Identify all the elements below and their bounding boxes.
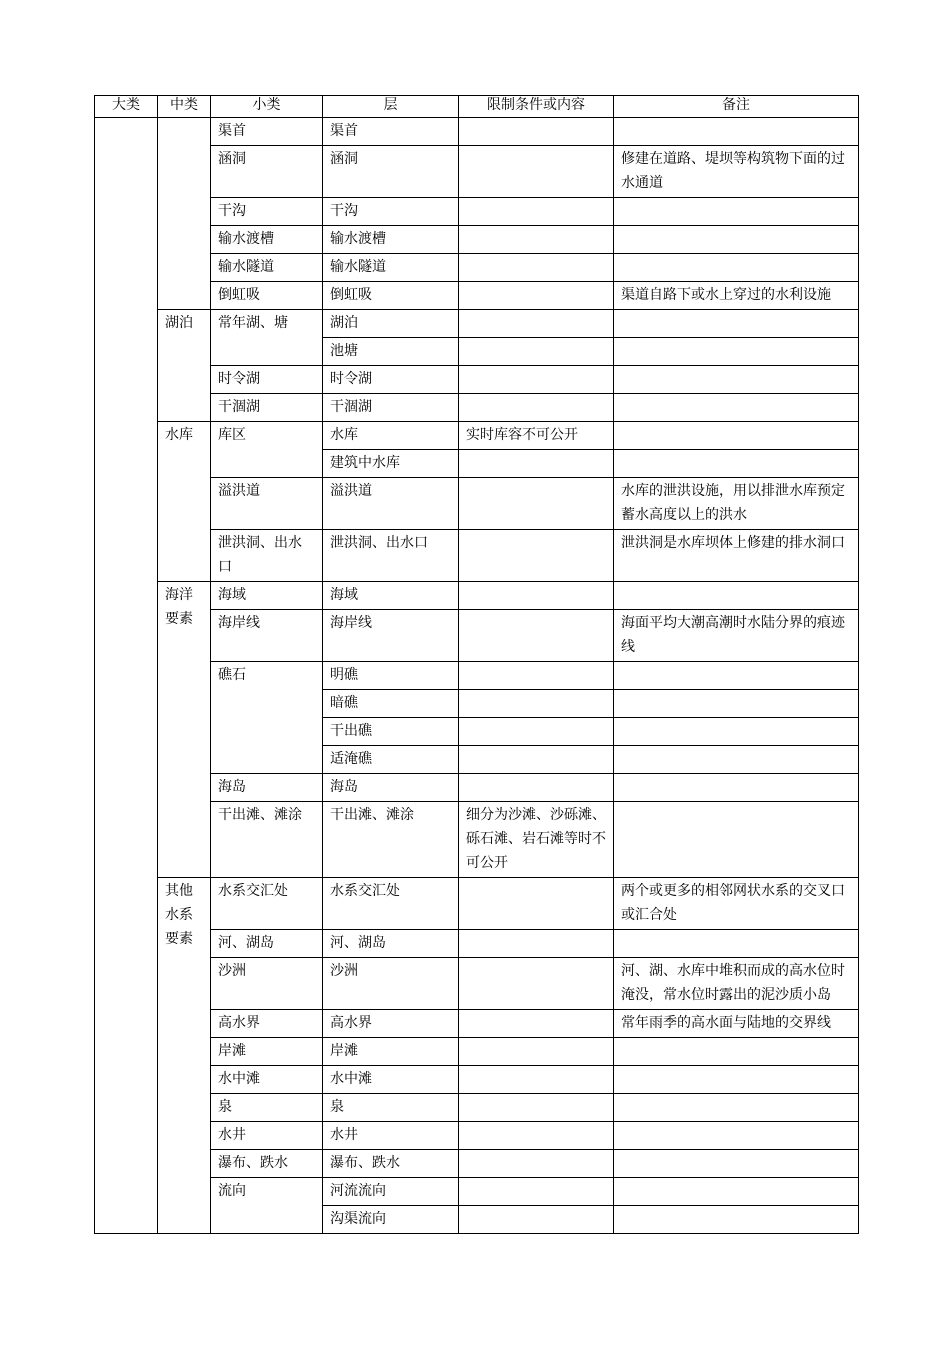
remarks-cell (614, 254, 859, 282)
restriction-cell (459, 746, 614, 774)
layer-cell: 明礁 (323, 662, 459, 690)
restriction-cell (459, 1206, 614, 1234)
remarks-cell (614, 774, 859, 802)
restriction-cell (459, 958, 614, 1010)
layer-cell: 高水界 (323, 1010, 459, 1038)
restriction-cell (459, 198, 614, 226)
layer-cell: 干出礁 (323, 718, 459, 746)
remarks-cell (614, 802, 859, 878)
restriction-cell (459, 582, 614, 610)
restriction-cell (459, 394, 614, 422)
restriction-cell (459, 930, 614, 958)
header-minor-class: 小类 (211, 96, 323, 118)
remarks-cell (614, 930, 859, 958)
minor-class-cell: 海岸线 (211, 610, 323, 662)
remarks-cell: 常年雨季的高水面与陆地的交界线 (614, 1010, 859, 1038)
remarks-cell (614, 1178, 859, 1206)
layer-cell: 输水渡槽 (323, 226, 459, 254)
table-row (95, 878, 859, 930)
minor-class-cell: 输水渡槽 (211, 226, 323, 254)
remarks-cell (614, 1206, 859, 1234)
minor-class-cell: 泉 (211, 1094, 323, 1122)
minor-class-cell: 水井 (211, 1122, 323, 1150)
minor-class-cell: 泄洪洞、出水口 (211, 530, 323, 582)
restriction-cell (459, 310, 614, 338)
remarks-cell (614, 662, 859, 690)
minor-class-cell: 涵洞 (211, 146, 323, 198)
layer-cell: 河、湖岛 (323, 930, 459, 958)
layer-cell: 水库 (323, 422, 459, 450)
remarks-cell (614, 226, 859, 254)
remarks-cell (614, 310, 859, 338)
minor-class-cell: 流向 (211, 1178, 323, 1234)
layer-cell: 时令湖 (323, 366, 459, 394)
remarks-cell: 河、湖、水库中堆积而成的高水位时淹没，常水位时露出的泥沙质小岛 (614, 958, 859, 1010)
layer-cell: 建筑中水库 (323, 450, 459, 478)
minor-class-cell: 输水隧道 (211, 254, 323, 282)
layer-cell: 湖泊 (323, 310, 459, 338)
table-row (95, 118, 859, 146)
minor-class-cell: 干沟 (211, 198, 323, 226)
remarks-cell (614, 1038, 859, 1066)
layer-cell: 沟渠流向 (323, 1206, 459, 1234)
restriction-cell (459, 1122, 614, 1150)
remarks-cell (614, 118, 859, 146)
restriction-cell (459, 1178, 614, 1206)
remarks-cell (614, 1150, 859, 1178)
layer-cell: 干出滩、滩涂 (323, 802, 459, 878)
restriction-cell (459, 610, 614, 662)
restriction-cell (459, 366, 614, 394)
table-row (95, 422, 859, 450)
water-features-table (94, 95, 859, 1234)
restriction-cell: 细分为沙滩、沙砾滩、砾石滩、岩石滩等时不可公开 (459, 802, 614, 878)
layer-cell: 暗礁 (323, 690, 459, 718)
minor-class-cell: 瀑布、跌水 (211, 1150, 323, 1178)
remarks-cell: 渠道自路下或水上穿过的水利设施 (614, 282, 859, 310)
layer-cell: 海岸线 (323, 610, 459, 662)
minor-class-cell: 水系交汇处 (211, 878, 323, 930)
layer-cell: 水井 (323, 1122, 459, 1150)
restriction-cell (459, 1094, 614, 1122)
major-class-cell (95, 118, 158, 1234)
middle-class-cell: 海洋要素 (158, 582, 211, 878)
minor-class-cell: 沙洲 (211, 958, 323, 1010)
minor-class-cell: 岸滩 (211, 1038, 323, 1066)
header-remarks: 备注 (614, 96, 859, 118)
minor-class-cell: 礁石 (211, 662, 323, 774)
minor-class-cell: 倒虹吸 (211, 282, 323, 310)
minor-class-cell: 溢洪道 (211, 478, 323, 530)
layer-cell: 倒虹吸 (323, 282, 459, 310)
minor-class-cell: 干涸湖 (211, 394, 323, 422)
minor-class-cell: 海岛 (211, 774, 323, 802)
layer-cell: 海岛 (323, 774, 459, 802)
restriction-cell (459, 1066, 614, 1094)
restriction-cell (459, 118, 614, 146)
minor-class-cell: 水中滩 (211, 1066, 323, 1094)
restriction-cell: 实时库容不可公开 (459, 422, 614, 450)
layer-cell: 涵洞 (323, 146, 459, 198)
minor-class-cell: 干出滩、滩涂 (211, 802, 323, 878)
middle-class-cell: 湖泊 (158, 310, 211, 422)
layer-cell: 河流流向 (323, 1178, 459, 1206)
header-row (95, 96, 859, 118)
restriction-cell (459, 450, 614, 478)
restriction-cell (459, 146, 614, 198)
restriction-cell (459, 1010, 614, 1038)
minor-class-cell: 海域 (211, 582, 323, 610)
remarks-cell (614, 718, 859, 746)
minor-class-cell: 时令湖 (211, 366, 323, 394)
restriction-cell (459, 282, 614, 310)
layer-cell: 岸滩 (323, 1038, 459, 1066)
layer-cell: 沙洲 (323, 958, 459, 1010)
remarks-cell (614, 690, 859, 718)
layer-cell: 适淹礁 (323, 746, 459, 774)
remarks-cell (614, 338, 859, 366)
minor-class-cell: 库区 (211, 422, 323, 478)
restriction-cell (459, 690, 614, 718)
table-header (95, 96, 859, 118)
header-layer: 层 (323, 96, 459, 118)
restriction-cell (459, 718, 614, 746)
layer-cell: 泉 (323, 1094, 459, 1122)
restriction-cell (459, 338, 614, 366)
layer-cell: 干涸湖 (323, 394, 459, 422)
remarks-cell (614, 1094, 859, 1122)
restriction-cell (459, 1150, 614, 1178)
restriction-cell (459, 530, 614, 582)
remarks-cell: 海面平均大潮高潮时水陆分界的痕迹线 (614, 610, 859, 662)
restriction-cell (459, 774, 614, 802)
header-major-class: 大类 (95, 96, 158, 118)
restriction-cell (459, 478, 614, 530)
remarks-cell (614, 422, 859, 450)
remarks-cell (614, 394, 859, 422)
remarks-cell: 修建在道路、堤坝等构筑物下面的过水通道 (614, 146, 859, 198)
layer-cell: 瀑布、跌水 (323, 1150, 459, 1178)
layer-cell: 渠首 (323, 118, 459, 146)
layer-cell: 泄洪洞、出水口 (323, 530, 459, 582)
remarks-cell: 泄洪洞是水库坝体上修建的排水洞口 (614, 530, 859, 582)
middle-class-cell: 水库 (158, 422, 211, 582)
restriction-cell (459, 1038, 614, 1066)
header-middle-class: 中类 (158, 96, 211, 118)
layer-cell: 水系交汇处 (323, 878, 459, 930)
header-restriction: 限制条件或内容 (459, 96, 614, 118)
middle-class-cell: 其他水系要素 (158, 878, 211, 1234)
remarks-cell (614, 366, 859, 394)
layer-cell: 海域 (323, 582, 459, 610)
remarks-cell (614, 198, 859, 226)
table-row (95, 310, 859, 338)
remarks-cell (614, 450, 859, 478)
restriction-cell (459, 878, 614, 930)
restriction-cell (459, 254, 614, 282)
minor-class-cell: 高水界 (211, 1010, 323, 1038)
layer-cell: 池塘 (323, 338, 459, 366)
remarks-cell (614, 1122, 859, 1150)
remarks-cell (614, 582, 859, 610)
table-row (95, 582, 859, 610)
layer-cell: 输水隧道 (323, 254, 459, 282)
remarks-cell (614, 746, 859, 774)
minor-class-cell: 常年湖、塘 (211, 310, 323, 366)
remarks-cell (614, 1066, 859, 1094)
remarks-cell: 水库的泄洪设施，用以排泄水库预定蓄水高度以上的洪水 (614, 478, 859, 530)
restriction-cell (459, 662, 614, 690)
restriction-cell (459, 226, 614, 254)
remarks-cell: 两个或更多的相邻网状水系的交叉口或汇合处 (614, 878, 859, 930)
layer-cell: 干沟 (323, 198, 459, 226)
minor-class-cell: 渠首 (211, 118, 323, 146)
layer-cell: 水中滩 (323, 1066, 459, 1094)
layer-cell: 溢洪道 (323, 478, 459, 530)
table-body (95, 118, 859, 1234)
middle-class-cell (158, 118, 211, 310)
minor-class-cell: 河、湖岛 (211, 930, 323, 958)
